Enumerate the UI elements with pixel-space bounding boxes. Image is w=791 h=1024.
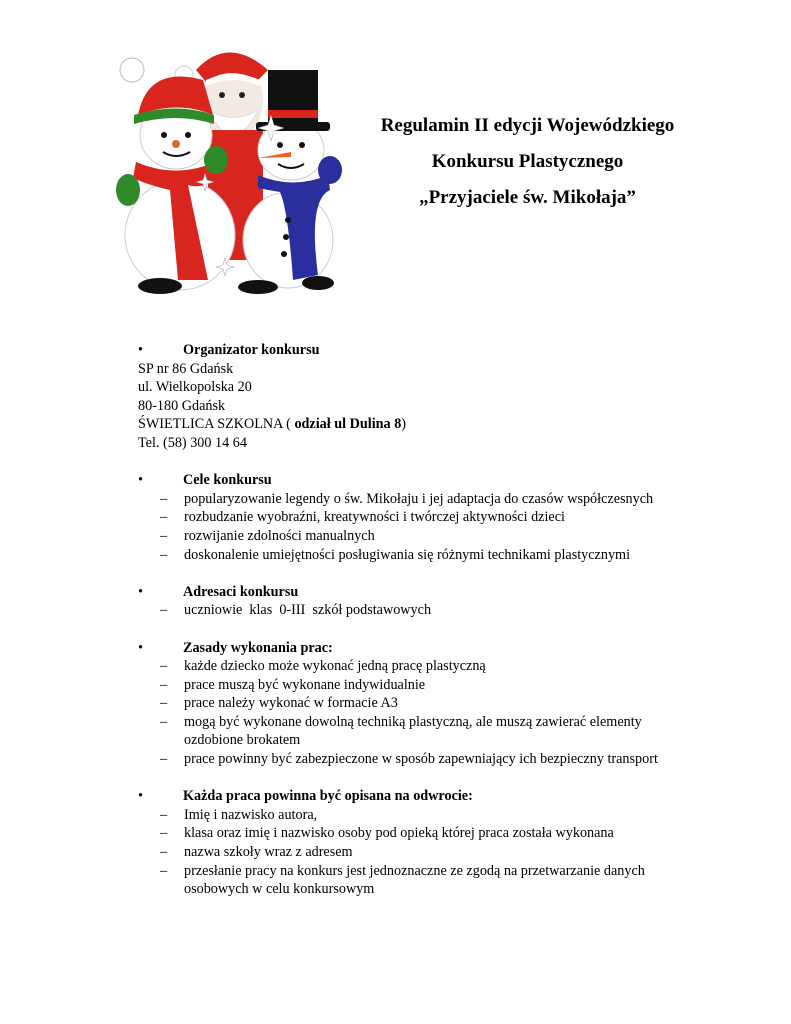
regulations-content bbox=[138, 341, 738, 917]
description-item-text: Imię i nazwisko autora, bbox=[184, 806, 318, 823]
goal-item-text: rozwijanie zdolności manualnych bbox=[184, 527, 375, 544]
rules-heading bbox=[138, 639, 738, 658]
description-item bbox=[138, 843, 738, 862]
organizer-school-line bbox=[138, 415, 738, 434]
dash-icon: – bbox=[160, 676, 168, 693]
audience-heading-text: Adresaci konkursu bbox=[183, 583, 299, 600]
title-line-2: Konkursu Plastycznego bbox=[431, 151, 624, 172]
rule-item-text: prace należy wykonać w formacie A3 bbox=[184, 695, 398, 712]
audience-item bbox=[138, 601, 738, 620]
organizer-phone: Tel. (58) 300 14 64 bbox=[138, 434, 247, 451]
goal-item-text: rozbudzanie wyobraźni, kreatywności i twórczej aktywności dzieci bbox=[184, 509, 565, 526]
description-section bbox=[138, 787, 738, 899]
audience-item-text: uczniowie klas 0-III szkół podstawowych bbox=[184, 602, 432, 619]
organizer-heading bbox=[138, 341, 738, 360]
goal-item bbox=[138, 508, 738, 527]
rule-item-text: prace muszą być wykonane indywidualnie bbox=[184, 676, 426, 693]
description-item bbox=[138, 862, 704, 899]
rule-item bbox=[138, 694, 738, 713]
goals-heading-text: Cele konkursu bbox=[183, 472, 272, 489]
rule-item bbox=[138, 676, 738, 695]
goals-section bbox=[138, 471, 738, 564]
bullet-icon: • bbox=[138, 583, 143, 600]
rule-item bbox=[138, 657, 738, 676]
school-suffix: ) bbox=[401, 416, 407, 433]
organizer-line: SP nr 86 Gdańsk bbox=[138, 360, 234, 377]
goal-item bbox=[138, 546, 738, 565]
rules-heading-text: Zasady wykonania prac: bbox=[183, 639, 333, 656]
description-item bbox=[138, 824, 738, 843]
goals-heading bbox=[138, 471, 738, 490]
organizer-section bbox=[138, 341, 738, 453]
description-item-text: przesłanie pracy na konkurs jest jednoznaczne ze zgodą na przetwarzanie danych osobowych w celu konkursowym bbox=[184, 862, 645, 898]
dash-icon: – bbox=[160, 713, 168, 730]
snowmen-santa-illustration bbox=[108, 40, 353, 295]
description-item-text: klasa oraz imię i nazwisko osoby pod opieką której praca została wykonana bbox=[184, 825, 614, 842]
school-prefix: ŚWIETLICA SZKOLNA ( bbox=[138, 416, 291, 433]
school-branch: odział ul Dulina 8 bbox=[290, 416, 402, 433]
description-item bbox=[138, 806, 738, 825]
dash-icon: – bbox=[160, 862, 168, 879]
dash-icon: – bbox=[160, 602, 168, 619]
goal-item bbox=[138, 490, 738, 509]
dash-icon: – bbox=[160, 844, 168, 861]
goal-item bbox=[138, 527, 738, 546]
title-line-1: Regulamin II edycji Wojewódzkiego bbox=[380, 115, 675, 136]
dash-icon: – bbox=[160, 509, 168, 526]
dash-icon: – bbox=[160, 695, 168, 712]
organizer-line: 80-180 Gdańsk bbox=[138, 397, 226, 414]
rule-item-text: każde dziecko może wykonać jedną pracę plastyczną bbox=[184, 658, 486, 675]
dash-icon: – bbox=[160, 825, 168, 842]
description-heading bbox=[138, 787, 738, 806]
organizer-line: ul. Wielkopolska 20 bbox=[138, 379, 252, 396]
rule-item bbox=[138, 713, 684, 750]
dash-icon: – bbox=[160, 751, 168, 768]
dash-icon: – bbox=[160, 527, 168, 544]
dash-icon: – bbox=[160, 546, 168, 563]
bullet-icon: • bbox=[138, 342, 143, 358]
description-heading-text: Każda praca powinna być opisana na odwrocie: bbox=[183, 788, 473, 805]
dash-icon: – bbox=[160, 658, 168, 675]
bullet-icon: • bbox=[138, 788, 143, 805]
rule-item-text: mogą być wykonane dowolną techniką plastyczną, ale muszą zawierać elementy ozdobione brokatem bbox=[184, 713, 642, 749]
dash-icon: – bbox=[160, 806, 168, 823]
description-item-text: nazwa szkoły wraz z adresem bbox=[184, 844, 353, 861]
organizer-heading-text: Organizator konkursu bbox=[183, 342, 320, 358]
bullet-icon: • bbox=[138, 472, 143, 489]
goal-item-text: doskonalenie umiejętności posługiwania się różnymi technikami plastycznymi bbox=[184, 546, 631, 563]
goal-item-text: popularyzowanie legendy o św. Mikołaju i jej adaptacja do czasów współczesnych bbox=[184, 490, 654, 507]
title-line-3: „Przyjaciele św. Mikołaja” bbox=[419, 187, 636, 208]
rule-item-text: prace powinny być zabezpieczone w sposób zapewniający ich bezpieczny transport bbox=[184, 751, 658, 768]
audience-section bbox=[138, 583, 738, 620]
audience-heading bbox=[138, 583, 738, 602]
rules-section bbox=[138, 639, 738, 769]
rule-item bbox=[138, 750, 674, 769]
bullet-icon: • bbox=[138, 639, 143, 656]
document-title bbox=[360, 108, 695, 216]
dash-icon: – bbox=[160, 490, 168, 507]
